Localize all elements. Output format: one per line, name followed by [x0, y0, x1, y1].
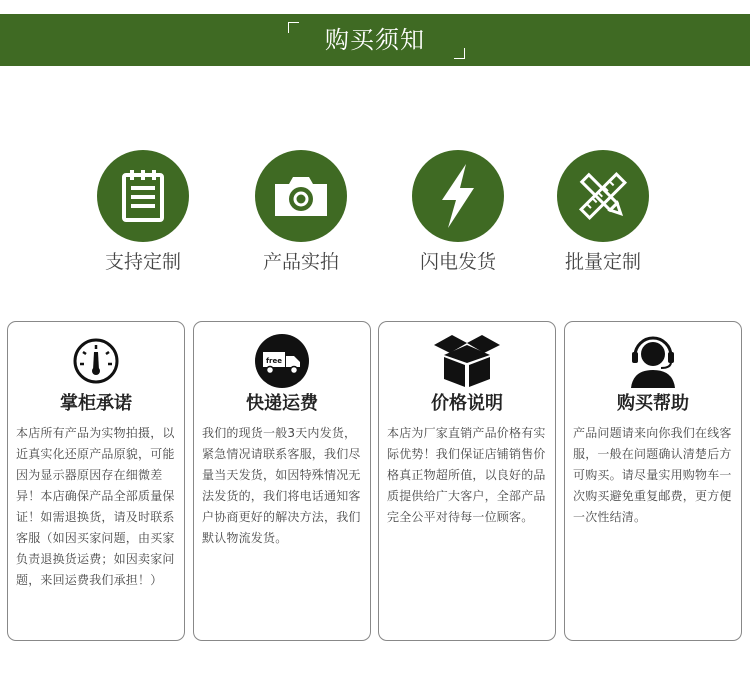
card-body: 本店为厂家直销产品价格有实际优势！我们保证店铺销售价格真正物超所值，以良好的品质提供给广大客户，全部产品完全公平对待每一位顾客。 [387, 426, 546, 524]
headset-agent-icon [565, 334, 741, 388]
card-shopkeeper-promise [7, 321, 185, 641]
feature-bulk-custom [543, 150, 663, 274]
feature-support-custom [83, 150, 203, 274]
feature-real-photos [241, 150, 361, 274]
card-price-info [378, 321, 556, 641]
open-box-icon [379, 334, 555, 388]
feature-label: 批量定制 [564, 251, 641, 273]
feature-label: 支持定制 [104, 251, 181, 273]
free-truck-icon [194, 334, 370, 388]
card-title: 价格说明 [431, 393, 503, 414]
card-body: 我们的现货一般3天内发货，紧急情况请联系客服，我们尽量当天发货，如因特殊情况无法发货的，我们将电话通知客户协商更好的解决方法，我们默认物流发货。 [202, 426, 361, 545]
feature-fast-shipping [398, 150, 518, 274]
page-title: 购买须知 [325, 26, 425, 54]
gauge-icon [8, 334, 184, 388]
lightning-icon [412, 150, 504, 242]
camera-icon [255, 150, 347, 242]
card-body: 本店所有产品为实物拍摄，以近真实化还原产品原貌，可能因为显示器原因存在细微差异！本店确保产品全部质量保证！如需退换货，请及时联系客服（如因买家问题，由买家负责退换货运费；如因卖家问题，来回运费我们承担！） [16, 426, 175, 587]
card-purchase-help [564, 321, 742, 641]
feature-label: 产品实拍 [262, 251, 339, 273]
card-body: 产品问题请来向你我们在线客服，一般在问题确认清楚后方可购买。请尽量实用购物车一次购买避免重复邮费，更方便一次性结清。 [573, 426, 732, 524]
clipboard-icon [97, 150, 189, 242]
card-title: 掌柜承诺 [60, 393, 132, 414]
corner-bracket-bottom-right [454, 48, 465, 59]
card-title: 购买帮助 [617, 393, 689, 414]
card-title: 快递运费 [246, 393, 318, 414]
ruler-pencil-icon [557, 150, 649, 242]
free-badge-text: free [266, 357, 282, 365]
card-shipping-fee [193, 321, 371, 641]
feature-label: 闪电发货 [419, 251, 496, 273]
header-banner [0, 14, 750, 66]
